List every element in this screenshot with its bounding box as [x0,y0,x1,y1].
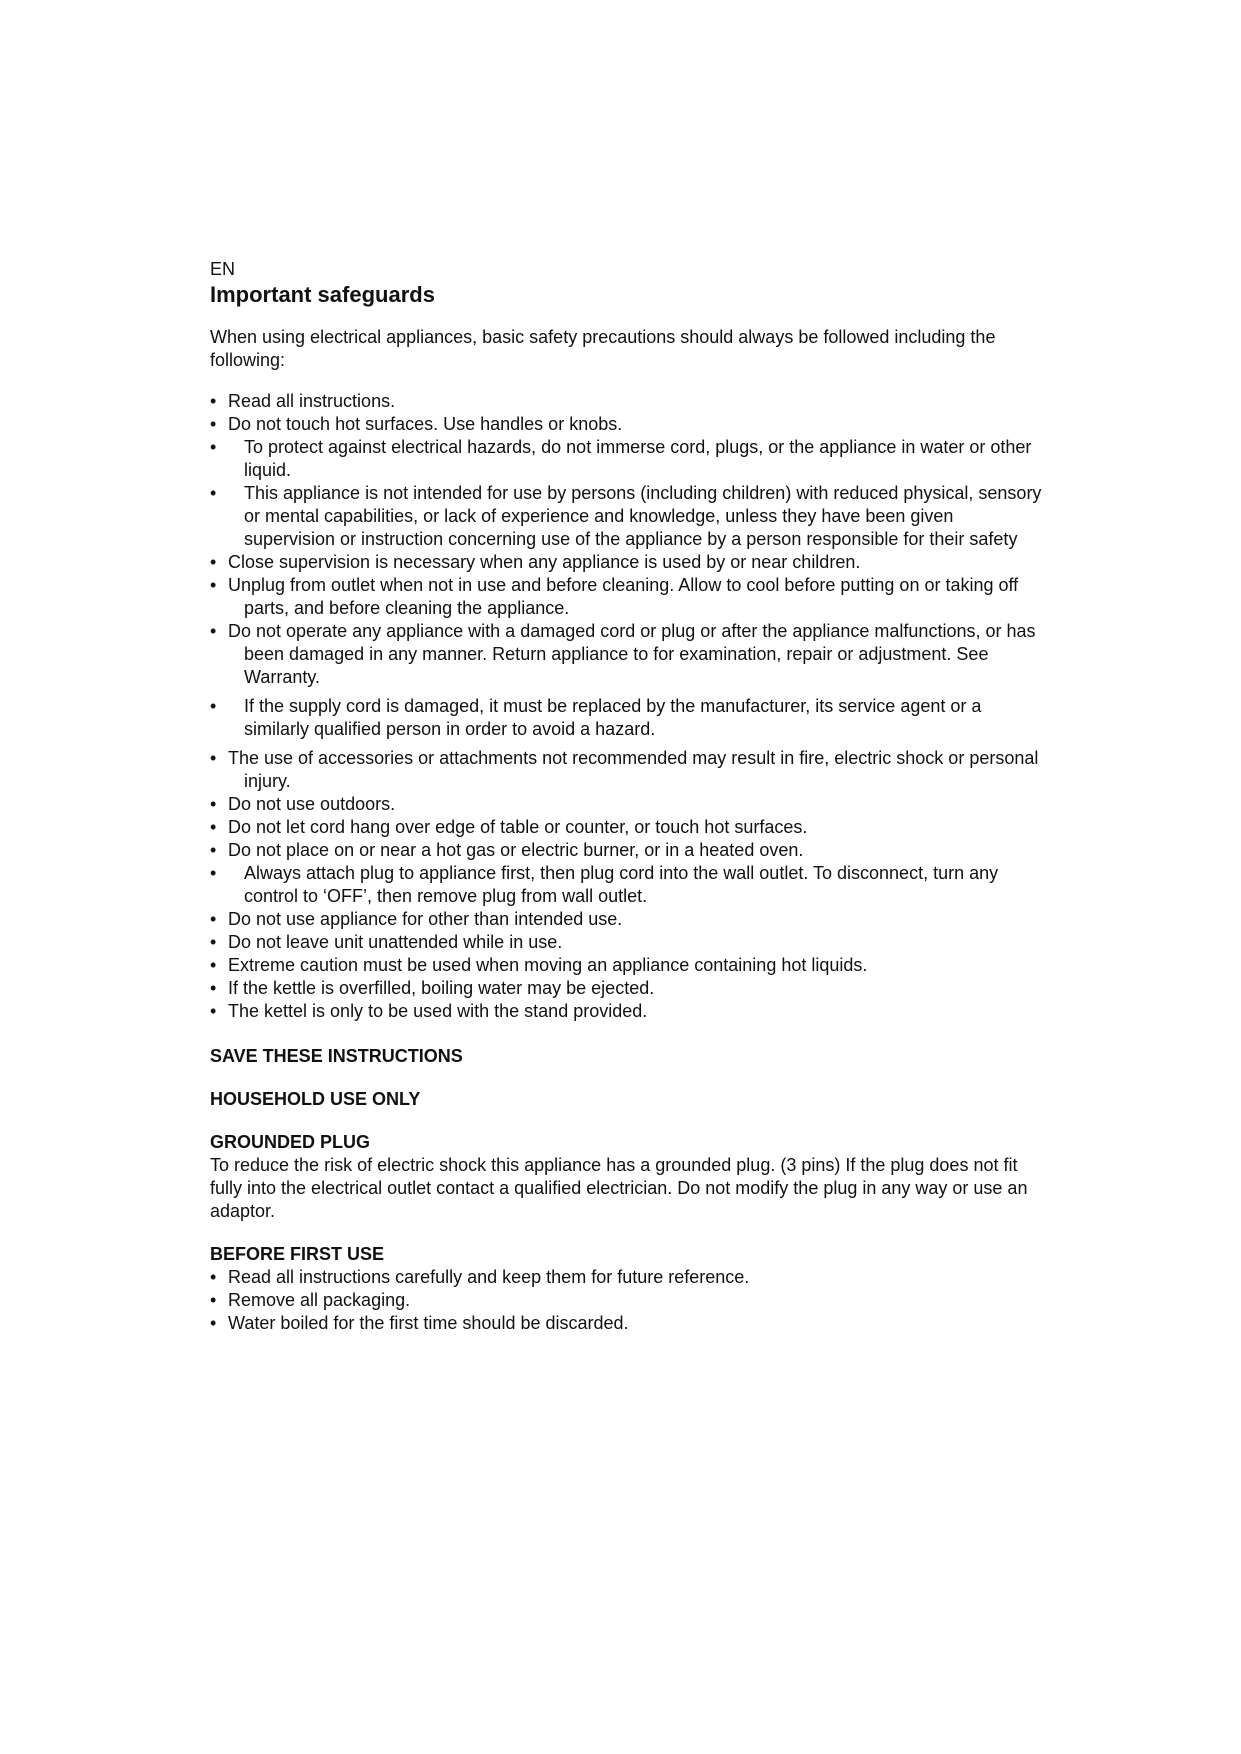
safeguards-list [210,390,1045,1023]
bullet-icon: • [210,978,217,998]
list-item [210,390,1045,413]
list-item [210,482,1045,551]
list-item [210,436,1045,482]
bullet-icon: • [210,909,217,929]
list-item [210,551,1045,574]
bullet-icon: • [210,414,217,434]
list-item-text: Extreme caution must be used when moving an appliance containing hot liquids. [228,955,868,975]
list-item-text: Do not touch hot surfaces. Use handles or knobs. [228,414,623,434]
list-item [210,908,1045,931]
list-item-text: Do not use outdoors. [228,794,396,814]
bullet-icon: • [210,863,217,883]
list-item-text: Do not place on or near a hot gas or electric burner, or in a heated oven. [228,840,804,860]
list-item-text: Unplug from outlet when not in use and before cleaning. Allow to cool before putting on or taking off parts, and before cleaning the appliance. [228,575,1019,618]
list-item [210,816,1045,839]
bullet-icon: • [210,1313,217,1333]
bullet-icon: • [210,437,217,457]
list-item-text: If the kettle is overfilled, boiling water may be ejected. [228,978,655,998]
list-item [210,862,1045,908]
list-item-text: The kettel is only to be used with the stand provided. [228,1001,648,1021]
list-item [210,620,1045,689]
bullet-icon: • [210,955,217,975]
list-item [210,954,1045,977]
list-item [210,574,1045,620]
list-item [210,931,1045,954]
list-item-text: Always attach plug to appliance first, then plug cord into the wall outlet. To disconnect, turn any control to ‘OFF’, then remove plug from wall outlet. [244,863,999,906]
bullet-icon: • [210,391,217,411]
list-item-text: Read all instructions carefully and keep them for future reference. [228,1267,750,1287]
bullet-icon: • [210,575,217,595]
bullet-icon: • [210,621,217,641]
document-page [210,258,1045,1335]
save-instructions-heading: SAVE THESE INSTRUCTIONS [210,1046,463,1066]
bullet-icon: • [210,483,217,503]
grounded-plug-heading: GROUNDED PLUG [210,1132,371,1152]
bullet-icon: • [210,840,217,860]
list-item-text: If the supply cord is damaged, it must be replaced by the manufacturer, its service agent or a similarly qualified person in order to avoid a hazard. [244,696,982,739]
first-use-list [210,1266,1045,1335]
list-item-text: The use of accessories or attachments not recommended may result in fire, electric shock or personal injury. [228,748,1039,791]
grounded-plug-text: To reduce the risk of electric shock this appliance has a grounded plug. (3 pins) If the plug does not fit fully into the electrical outlet contact a qualified electrician. Do not modify the plug in any way or use an adaptor. [210,1155,1028,1221]
bullet-icon: • [210,1290,217,1310]
bullet-icon: • [210,932,217,952]
list-item-text: Water boiled for the first time should be discarded. [228,1313,629,1333]
bullet-icon: • [210,696,217,716]
list-item-text: Do not let cord hang over edge of table or counter, or touch hot surfaces. [228,817,808,837]
list-item [210,1266,1045,1289]
list-item-text: Remove all packaging. [228,1290,411,1310]
list-item [210,747,1045,793]
bullet-icon: • [210,794,217,814]
list-item [210,1000,1045,1023]
list-item-text: Close supervision is necessary when any appliance is used by or near children. [228,552,861,572]
bullet-icon: • [210,1267,217,1287]
list-item [210,1289,1045,1312]
list-item [210,695,1045,741]
intro-paragraph: When using electrical appliances, basic safety precautions should always be followed including the following: [210,327,996,370]
list-item-text: Do not use appliance for other than intended use. [228,909,623,929]
list-item-text: Do not leave unit unattended while in use. [228,932,563,952]
list-item-text: This appliance is not intended for use by persons (including children) with reduced physical, sensory or mental capabilities, or lack of experience and knowledge, unless they have been given supervision or instruction concerning use of the appliance by a person responsible for their safety [244,483,1042,549]
before-first-use-heading: BEFORE FIRST USE [210,1244,385,1264]
bullet-icon: • [210,552,217,572]
list-item [210,1312,1045,1335]
language-code: EN [210,259,236,279]
list-item [210,977,1045,1000]
household-use-heading: HOUSEHOLD USE ONLY [210,1089,421,1109]
list-item [210,839,1045,862]
bullet-icon: • [210,817,217,837]
list-item [210,793,1045,816]
list-item-text: Do not operate any appliance with a damaged cord or plug or after the appliance malfunctions, or has been damaged in any manner. Return appliance to for examination, repair or adjustment. See Warranty. [228,621,1036,687]
list-item [210,413,1045,436]
list-item-text: To protect against electrical hazards, do not immerse cord, plugs, or the appliance in water or other liquid. [244,437,1032,480]
list-item-text: Read all instructions. [228,391,396,411]
bullet-icon: • [210,1001,217,1021]
bullet-icon: • [210,748,217,768]
page-title: Important safeguards [210,282,435,307]
